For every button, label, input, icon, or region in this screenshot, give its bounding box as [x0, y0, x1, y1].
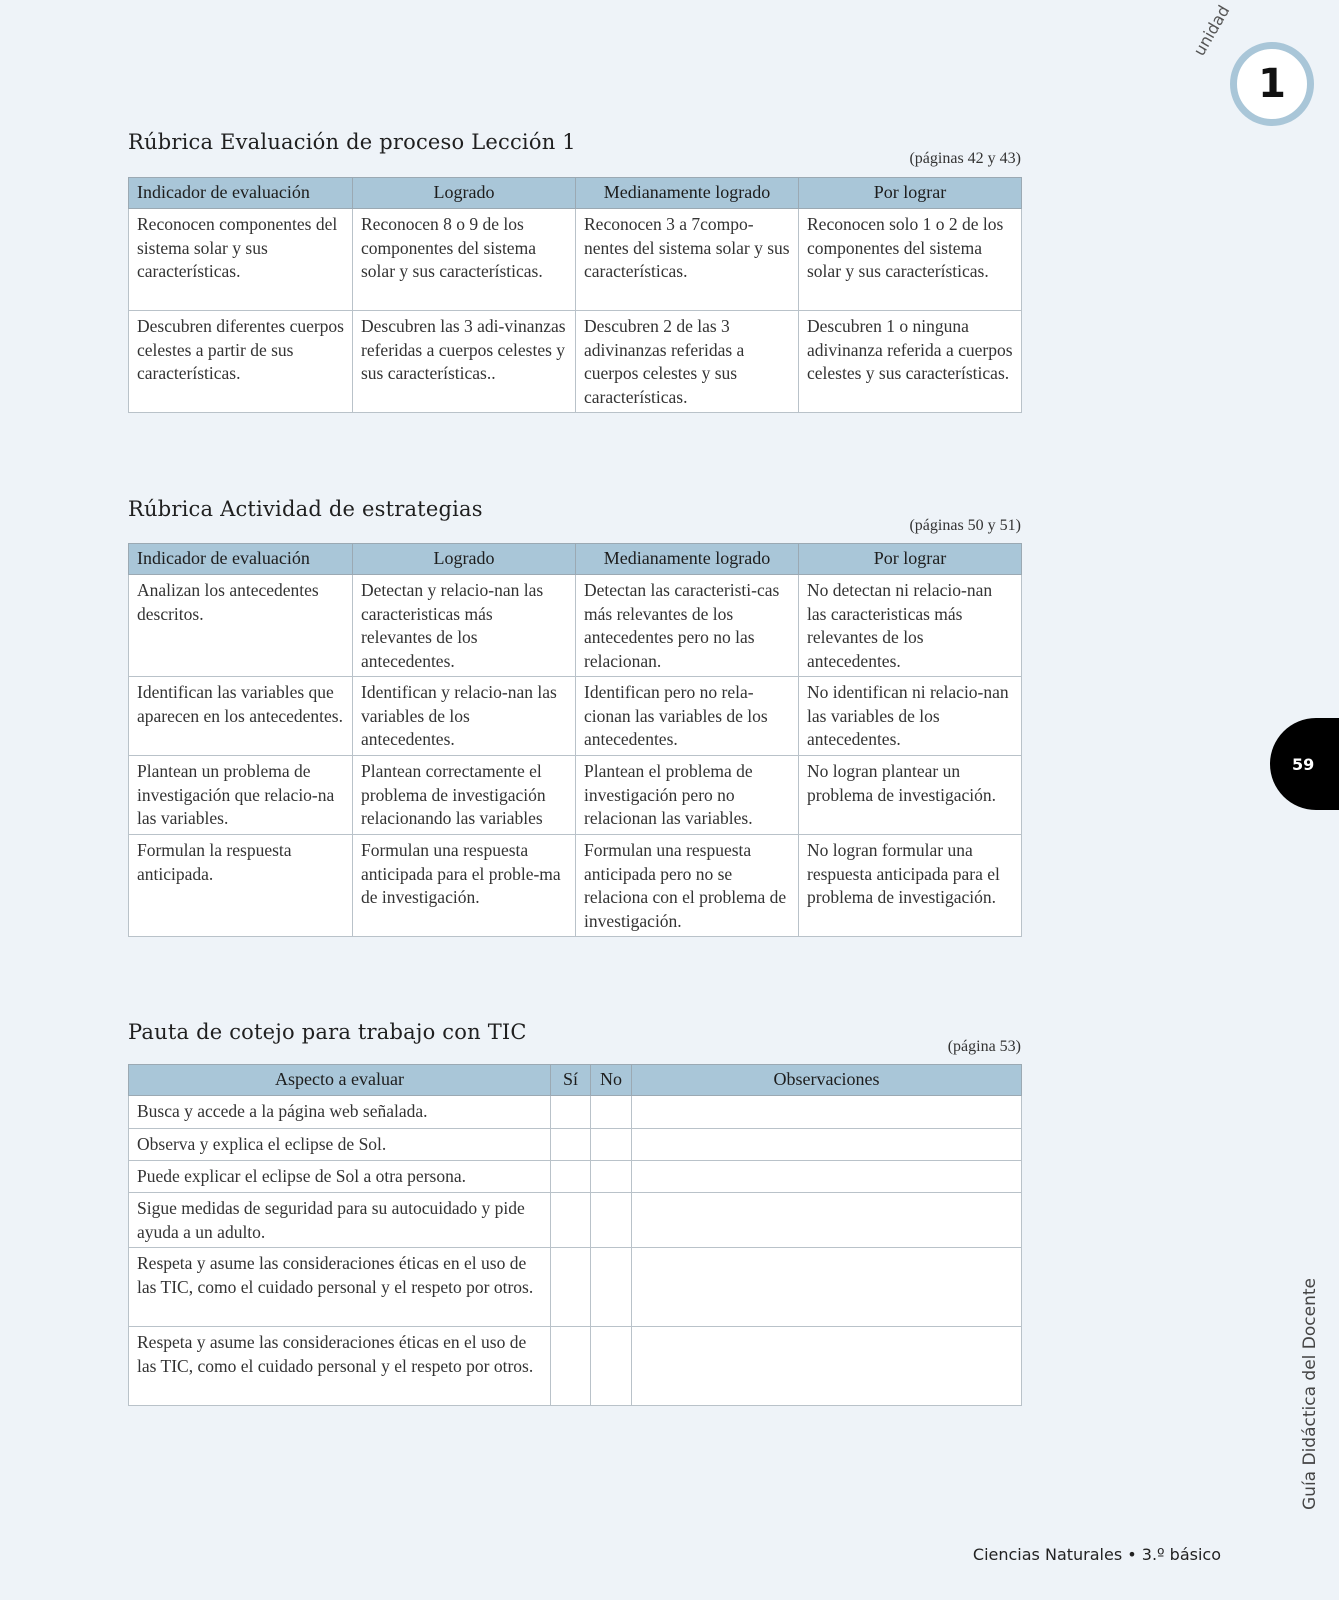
table-row	[129, 1248, 1022, 1327]
header-logrado: Logrado	[353, 544, 576, 575]
header-indicator: Indicador de evaluación	[129, 178, 353, 209]
no-cell[interactable]	[591, 1096, 632, 1129]
table-row	[129, 677, 1022, 756]
rubric1-header-row	[129, 178, 1022, 209]
table-row	[129, 1327, 1022, 1406]
no-cell[interactable]	[591, 1327, 632, 1406]
no-cell[interactable]	[591, 1193, 632, 1248]
header-indicator: Indicador de evaluación	[129, 544, 353, 575]
table-cell: Identifican y relacio-nan las variables de los antecedentes.	[353, 677, 576, 756]
table-cell: Reconocen 8 o 9 de los componentes del sistema solar y sus características.	[353, 209, 576, 311]
si-cell[interactable]	[551, 1096, 591, 1129]
table-cell: No identifican ni relacio-nan las variables de los antecedentes.	[799, 677, 1022, 756]
table-cell: Reconocen componentes del sistema solar y sus características.	[129, 209, 353, 311]
table-row	[129, 1129, 1022, 1161]
table-row	[129, 575, 1022, 677]
table-cell: Detectan y relacio-nan las caracteristicas más relevantes de los antecedentes.	[353, 575, 576, 677]
no-cell[interactable]	[591, 1161, 632, 1193]
table-row	[129, 1161, 1022, 1193]
table-cell: Descubren las 3 adi-vinanzas referidas a cuerpos celestes y sus características..	[353, 311, 576, 413]
table-cell: Detectan las caracteristi-cas más relevantes de los antecedentes pero no las relacionan.	[576, 575, 799, 677]
observaciones-cell[interactable]	[632, 1248, 1022, 1327]
header-por-lograr: Por lograr	[799, 178, 1022, 209]
no-cell[interactable]	[591, 1129, 632, 1161]
header-logrado: Logrado	[353, 178, 576, 209]
table-cell: Plantean correctamente el problema de investigación relacionando las variables	[353, 756, 576, 835]
rubric1-table	[128, 177, 1022, 413]
header-por-lograr: Por lograr	[799, 544, 1022, 575]
checklist-title: Pauta de cotejo para trabajo con TIC	[128, 1020, 527, 1044]
si-cell[interactable]	[551, 1161, 591, 1193]
no-cell[interactable]	[591, 1248, 632, 1327]
table-cell: Formulan la respuesta anticipada.	[129, 835, 353, 937]
si-cell[interactable]	[551, 1193, 591, 1248]
rubric1-page-ref: (páginas 42 y 43)	[909, 150, 1021, 167]
observaciones-cell[interactable]	[632, 1161, 1022, 1193]
checklist-page-ref: (página 53)	[947, 1038, 1021, 1055]
rubric1-title: Rúbrica Evaluación de proceso Lección 1	[128, 130, 576, 154]
header-observaciones: Observaciones	[632, 1065, 1022, 1096]
observaciones-cell[interactable]	[632, 1129, 1022, 1161]
table-cell: Identifican pero no rela-cionan las variables de los antecedentes.	[576, 677, 799, 756]
table-cell: Busca y accede a la página web señalada.	[129, 1096, 551, 1129]
table-cell: No logran plantear un problema de investigación.	[799, 756, 1022, 835]
table-cell: Reconocen 3 a 7compo-nentes del sistema solar y sus características.	[576, 209, 799, 311]
observaciones-cell[interactable]	[632, 1096, 1022, 1129]
rubric2-header-row	[129, 544, 1022, 575]
footer-label: Ciencias Naturales • 3.º básico	[972, 1545, 1221, 1564]
header-medianamente: Medianamente logrado	[576, 544, 799, 575]
table-row	[129, 209, 1022, 311]
table-cell: No logran formular una respuesta anticipada para el problema de investigación.	[799, 835, 1022, 937]
table-cell: Descubren 1 o ninguna adivinanza referida a cuerpos celestes y sus características.	[799, 311, 1022, 413]
side-label: Guía Didáctica del Docente	[1300, 1278, 1320, 1510]
rubric2-title: Rúbrica Actividad de estrategias	[128, 497, 483, 521]
table-cell: Analizan los antecedentes descritos.	[129, 575, 353, 677]
rubric2-table	[128, 543, 1022, 937]
header-medianamente: Medianamente logrado	[576, 178, 799, 209]
table-row	[129, 1096, 1022, 1129]
table-row	[129, 835, 1022, 937]
table-cell: Sigue medidas de seguridad para su autocuidado y pide ayuda a un adulto.	[129, 1193, 551, 1248]
si-cell[interactable]	[551, 1248, 591, 1327]
rubric2-page-ref: (páginas 50 y 51)	[909, 517, 1021, 534]
table-cell: Puede explicar el eclipse de Sol a otra persona.	[129, 1161, 551, 1193]
table-cell: Descubren diferentes cuerpos celestes a partir de sus características.	[129, 311, 353, 413]
table-cell: Identifican las variables que aparecen en los antecedentes.	[129, 677, 353, 756]
table-row	[129, 756, 1022, 835]
page-number-tab	[1270, 718, 1339, 810]
table-cell: Respeta y asume las consideraciones éticas en el uso de las TIC, como el cuidado personal y el respeto por otros.	[129, 1327, 551, 1406]
table-cell: Plantean el problema de investigación pero no relacionan las variables.	[576, 756, 799, 835]
table-cell: Respeta y asume las consideraciones éticas en el uso de las TIC, como el cuidado personal y el respeto por otros.	[129, 1248, 551, 1327]
header-si: Sí	[551, 1065, 591, 1096]
table-row	[129, 311, 1022, 413]
table-cell: Observa y explica el eclipse de Sol.	[129, 1129, 551, 1161]
page-number: 59	[1292, 754, 1315, 774]
table-cell: Descubren 2 de las 3 adivinanzas referidas a cuerpos celestes y sus características.	[576, 311, 799, 413]
table-cell: Formulan una respuesta anticipada pero no se relaciona con el problema de investigación.	[576, 835, 799, 937]
table-cell: Plantean un problema de investigación que relacio-na las variables.	[129, 756, 353, 835]
checklist-header-row	[129, 1065, 1022, 1096]
si-cell[interactable]	[551, 1327, 591, 1406]
si-cell[interactable]	[551, 1129, 591, 1161]
header-aspecto: Aspecto a evaluar	[129, 1065, 551, 1096]
checklist-table	[128, 1064, 1022, 1406]
unit-number-badge: 1	[1230, 42, 1314, 126]
table-cell: Formulan una respuesta anticipada para el proble-ma de investigación.	[353, 835, 576, 937]
observaciones-cell[interactable]	[632, 1193, 1022, 1248]
table-cell: No detectan ni relacio-nan las caracteristicas más relevantes de los antecedentes.	[799, 575, 1022, 677]
observaciones-cell[interactable]	[632, 1327, 1022, 1406]
table-cell: Reconocen solo 1 o 2 de los componentes del sistema solar y sus características.	[799, 209, 1022, 311]
header-no: No	[591, 1065, 632, 1096]
unit-label: unidad	[1189, 2, 1234, 60]
table-row	[129, 1193, 1022, 1248]
